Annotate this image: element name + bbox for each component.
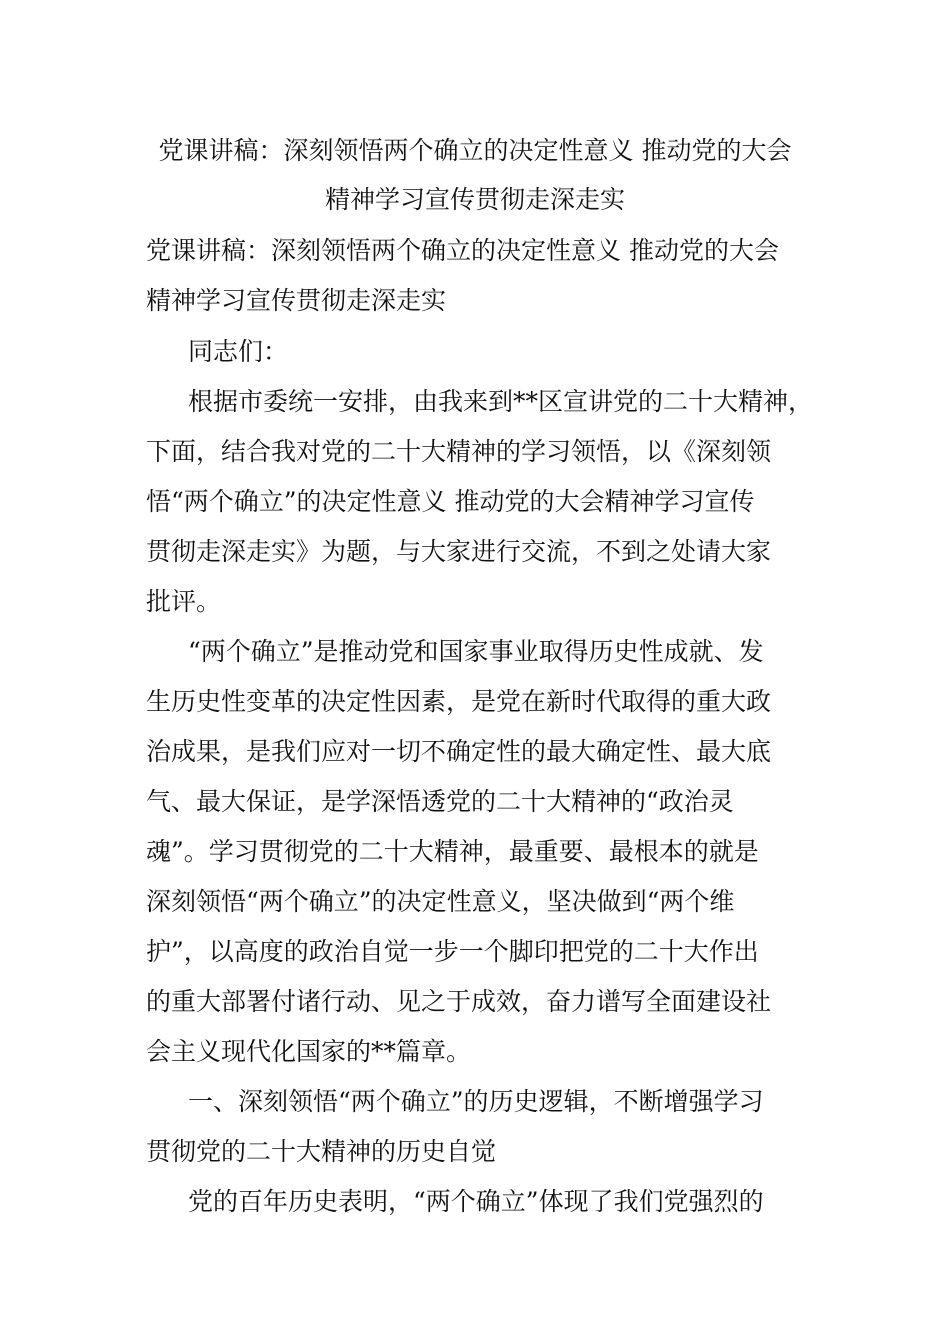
document-title-line-1: 党课讲稿：深刻领悟两个确立的决定性意义 推动党的大会 (158, 136, 792, 165)
body-line: 会主义现代化国家的**篇章。 (146, 1037, 472, 1066)
document-title-line-2: 精神学习宣传贯彻走深走实 (324, 185, 625, 214)
body-line: 党的百年历史表明，“两个确立”体现了我们党强烈的 (188, 1187, 764, 1216)
body-line: 气、最大保证，是学深悟透党的二十大精神的“政治灵 (146, 787, 734, 816)
body-line: 贯彻走深走实》为题，与大家进行交流，不到之处请大家 (146, 537, 772, 566)
body-line: 护”，以高度的政治自觉一步一个脚印把党的二十大作出 (146, 937, 759, 966)
section-heading-line-2: 贯彻党的二十大精神的历史自觉 (146, 1137, 497, 1166)
body-line: 批评。 (146, 587, 222, 616)
subtitle-line-2: 精神学习宣传贯彻走深走实 (146, 286, 447, 315)
body-line: 治成果，是我们应对一切不确定性的最大确定性、最大底 (146, 737, 772, 766)
body-line: 深刻领悟“两个确立”的决定性意义，坚决做到“两个维 (146, 887, 735, 916)
body-line: 下面，结合我对党的二十大精神的学习领悟，以《深刻领 (146, 437, 772, 466)
body-line: 的重大部署付诸行动、见之于成效，奋力谱写全面建设社 (146, 987, 772, 1016)
body-line: 魂”。学习贯彻党的二十大精神，最重要、最根本的就是 (146, 837, 759, 866)
body-line: 生历史性变革的决定性因素，是党在新时代取得的重大政 (146, 687, 772, 716)
section-heading-line-1: 一、深刻领悟“两个确立”的历史逻辑，不断增强学习 (188, 1087, 764, 1116)
body-line: “两个确立”是推动党和国家事业取得历史性成就、发 (188, 637, 764, 666)
subtitle-line-1: 党课讲稿：深刻领悟两个确立的决定性意义 推动党的大会 (146, 236, 779, 265)
body-line: 悟“两个确立”的决定性意义 推动党的大会精神学习宣传 (146, 487, 755, 516)
body-line: 根据市委统一安排，由我来到**区宣讲党的二十大精神， (188, 387, 814, 416)
salutation: 同志们： (188, 337, 289, 366)
